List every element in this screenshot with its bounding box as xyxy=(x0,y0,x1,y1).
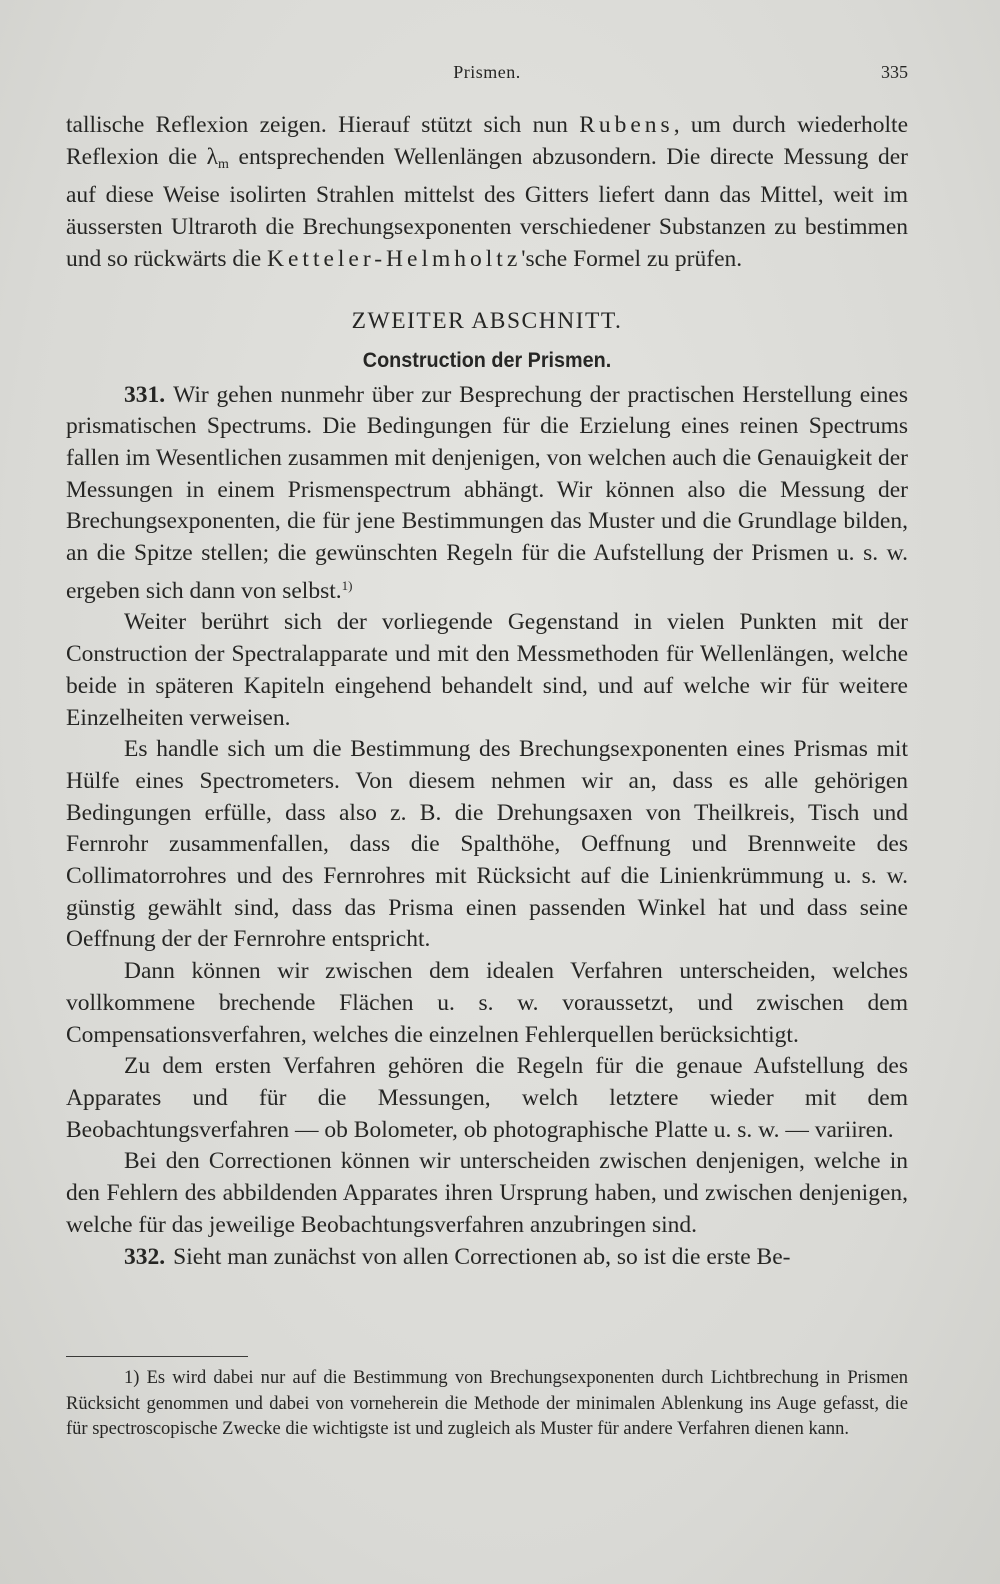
paragraph-331 xyxy=(66,380,908,608)
intro-paragraph xyxy=(66,110,908,276)
lambda-subscript: m xyxy=(218,156,229,172)
paragraph-es: Es handle sich um die Bestimmung des Brechungsexponenten eines Prismas mit Hülfe eines Spectrometers. Von diesem nehmen wir an, dass es alle gehörigen Bedingungen erfülle, dass also z. B. die Drehungsaxen von Theilkreis, Tisch und Fernrohr zusammenfallen, dass die Spalthöhe, Oeffnung und Brennweite des Collimatorrohres und des Fernrohres mit Rücksicht auf die Linienkrümmung u. s. w. günstig gewählt sind, dass das Prisma einen passenden Winkel hat und dass seine Oeffnung der der Fernrohre entspricht. xyxy=(66,736,908,953)
paragraph-number-331: 331. xyxy=(124,381,166,408)
paragraph-dann: Dann können wir zwischen dem idealen Verfahren unterscheiden, welches vollkommene brechende Flächen u. s. w. voraussetzt, und zwischen dem Compensationsverfahren, welches die einzelnen Fehlerquellen berücksichtigt. xyxy=(66,958,908,1048)
footnote-ref: 1) xyxy=(341,577,353,593)
paragraph-weiter: Weiter berührt sich der vorliegende Gegenstand in vielen Punkten mit der Construction der Spectralapparate und mit den Messmethoden für Wellenlängen, welche beide in späteren Kapiteln eingehend behandelt sind, und auf welche wir für weitere Einzelheiten verweisen. xyxy=(66,609,908,731)
paragraph-332 xyxy=(66,1242,908,1274)
intro-text-1: tallische Reflexion zeigen. Hierauf stützt sich nun xyxy=(66,112,580,138)
section-heading: ZWEITER ABSCHNITT. xyxy=(351,307,623,334)
paragraph-332-text: Sieht man zunächst von allen Correctionen ab, so ist die erste Be- xyxy=(173,1243,791,1270)
paragraph-bei: Bei den Correctionen können wir unterscheiden zwischen denjenigen, welche in den Fehlern des abbildenden Apparates ihren Ursprung haben, und zwischen denjenigen, welche für das jeweilige Beobachtungsverfahren anzubringen sind. xyxy=(66,1148,908,1238)
author-rubens: Rubens xyxy=(579,112,674,138)
page-number: 335 xyxy=(881,62,908,82)
intro-text-4: 'sche Formel zu prüfen. xyxy=(521,245,743,272)
intro-text-2: , um durch wiederholte Reflexion die xyxy=(66,112,908,170)
footnote xyxy=(66,1366,908,1443)
body-text xyxy=(66,110,908,1273)
footnote-text: 1) Es wird dabei nur auf die Bestimmung von Brechungsexponenten durch Lichtbrechung in Prismen Rücksicht genommen und dabei von vorneherein die Methode der minimalen Ablenkung ins Auge gefasst, die für spectroscopische Zwecke die wichtigste ist und zugleich als Muster für andere Verfahren dienen kann. xyxy=(66,1368,908,1439)
paragraph-331-text: Wir gehen nunmehr über zur Besprechung der practischen Herstellung eines prismatischen Spectrums. Die Bedingungen für die Erzielung eines reinen Spectrums fallen im Wesentlichen zusammen mit denjenigen, von welchen auch die Genauigkeit der Messungen in einem Prismenspectrum abhängt. Wir können also die Messung der Brechungsexponenten, die für jene Bestimmungen das Muster und die Grundlage bilden, an die Spitze stellen; die gewünschten Regeln für die Aufstellung der Prismen u. s. w. ergeben sich dann von selbst. xyxy=(66,381,908,604)
running-title: Prismen. xyxy=(453,62,521,82)
intro-text-3: entsprechenden Wellenlängen abzusondern. Die directe Messung der auf diese Weise isolirten Strahlen mittelst des Gitters liefert dann das Mittel, weit im äussersten Ultraroth die Brechungsexponenten verschiedener Substanzen zu bestimmen und so rückwärts die xyxy=(66,143,908,272)
footnote-divider xyxy=(66,1356,248,1357)
running-header xyxy=(66,62,908,88)
paragraph-number-332: 332. xyxy=(124,1243,166,1270)
lambda-symbol: λ xyxy=(206,143,219,170)
subsection-heading: Construction der Prismen. xyxy=(362,347,612,372)
author-ketteler-helmholtz: Ketteler-Helmholtz xyxy=(267,245,522,272)
paragraph-zu: Zu dem ersten Verfahren gehören die Regeln für die genaue Aufstellung des Apparates und für die Messungen, welch letztere wieder mit dem Beobachtungsverfahren — ob Bolometer, ob photographische Platte u. s. w. — variiren. xyxy=(66,1053,908,1143)
